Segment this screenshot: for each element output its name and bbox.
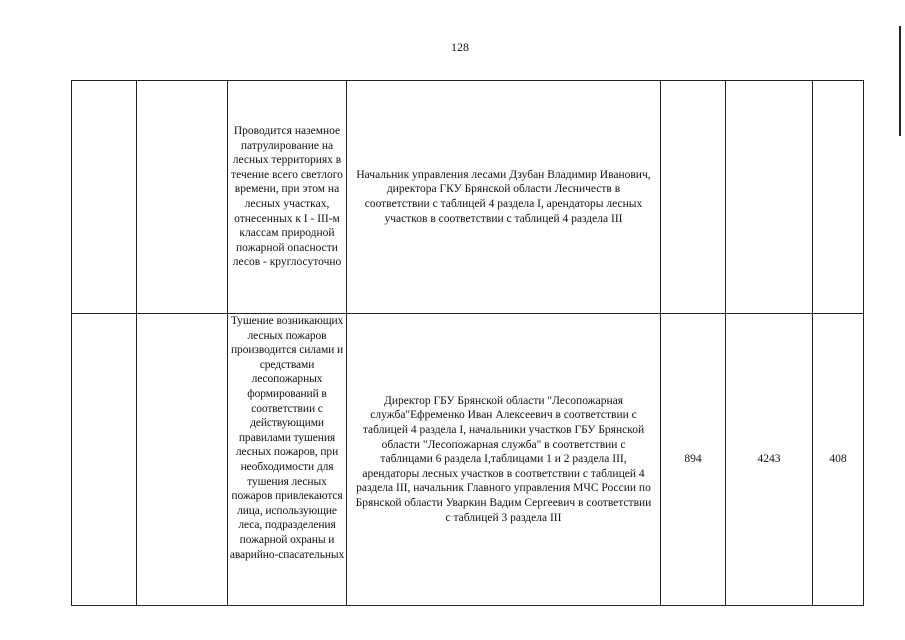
table-row [72,314,864,606]
empty-cell [72,81,137,314]
empty-cell [137,81,228,314]
responsible-text: Начальник управления лесами Дзубан Владимир Иванович, директора ГКУ Брянской области Лесничеств в соответствии с таблицей 4 раздела I, арендаторы лесных участков в соответствии с таблицей 4 раздела III [356,168,651,225]
measure-cell [228,314,347,606]
empty-cell [72,314,137,606]
document-table [71,80,864,606]
value-cell [661,81,726,314]
value-cell [726,81,813,314]
measure-cell [228,81,347,314]
responsible-text: Директор ГБУ Брянской области "Лесопожарная служба"Ефременко Иван Алексеевич в соответствии с таблицей 4 раздела I, начальники участков ГБУ Брянской области "Лесопожарная служба" в соответствии с таблицами 6 раздела I,таблицами 1 и 2 раздела III, арендаторы лесных участков в соответствии с таблицей 4 раздела III, начальник Главного управления МЧС России по Брянской области Уваркин Вадим Сергеевич в соответствии с таблицей 3 раздела III [355,394,652,524]
responsible-cell [347,314,661,606]
value-cell [813,81,864,314]
measure-text: Тушение возникающих лесных пожаров производится силами и средствами лесопожарных формирований в соответствии с действующими правилами тушения лесных пожаров, при необходимости для тушения лесных пожаров привлекаются лица, использующие леса, подразделения пожарной охраны и аварийно-спасательных [229,315,345,561]
value-cell: 894 [661,314,726,606]
table-row [72,81,864,314]
measure-text: Проводится наземное патрулирование на лесных территориях в течение всего светлого времени, при этом на лесных участках, отнесенных к I - III-м классам природной пожарной опасности лесов - круглосуточно [231,125,343,269]
page-number: 128 [451,40,469,54]
empty-cell [137,314,228,606]
responsible-cell [347,81,661,314]
scan-edge-mark [899,26,901,136]
value-cell: 4243 [726,314,813,606]
value-cell: 408 [813,314,864,606]
